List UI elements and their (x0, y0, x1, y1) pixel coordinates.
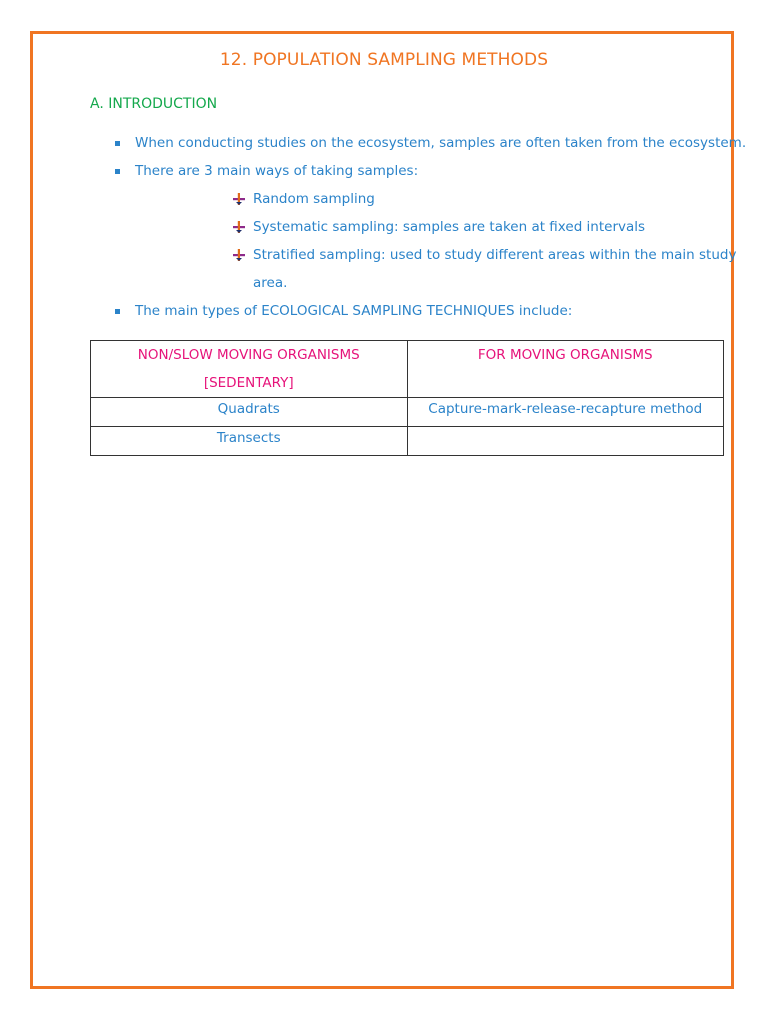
square-bullet-icon (115, 141, 120, 146)
header-line: FOR MOVING ORGANISMS (477, 347, 653, 363)
arrow-pointer-icon (232, 248, 246, 262)
table-header-row (91, 341, 724, 398)
sub-item-text: Systematic sampling: samples are taken at fixed intervals (253, 219, 646, 235)
table-cell: Capture-mark-release-recapture method (407, 398, 724, 427)
square-bullet-icon (115, 309, 120, 314)
arrow-pointer-icon (232, 192, 246, 206)
table-cell: Quadrats (91, 398, 408, 427)
sampling-techniques-table (90, 340, 724, 456)
table-header-cell (91, 341, 408, 398)
section-heading: A. INTRODUCTION (90, 96, 218, 112)
table-row (91, 398, 724, 427)
arrow-pointer-icon (232, 220, 246, 234)
sub-item-continuation: area. (253, 275, 288, 291)
table-row (91, 427, 724, 456)
bullet-text: There are 3 main ways of taking samples: (135, 163, 419, 179)
sub-item-text: Stratified sampling: used to study different areas within the main study (253, 247, 737, 263)
table-header-cell (407, 341, 724, 398)
header-line: [SEDENTARY] (203, 375, 294, 391)
header-line: NON/SLOW MOVING ORGANISMS (137, 347, 360, 363)
square-bullet-icon (115, 169, 120, 174)
table-cell: Transects (91, 427, 408, 456)
bullet-text: When conducting studies on the ecosystem, samples are often taken from the ecosystem. (135, 135, 747, 151)
page-title: 12. POPULATION SAMPLING METHODS (219, 50, 549, 70)
bullet-text: The main types of ECOLOGICAL SAMPLING TECHNIQUES include: (135, 303, 573, 319)
sub-item-text: Random sampling (253, 191, 375, 207)
table-cell (407, 427, 724, 456)
